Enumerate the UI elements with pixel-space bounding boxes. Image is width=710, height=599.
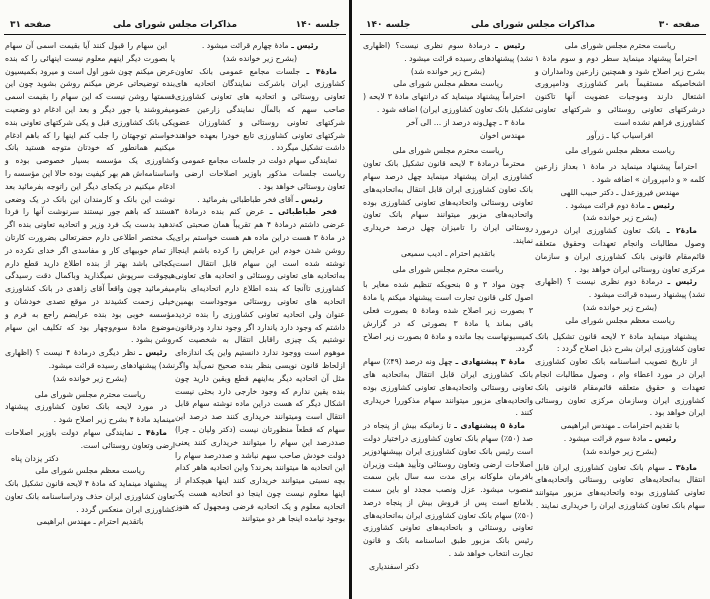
paragraph: [363, 117, 533, 130]
page-number: صفحه ۳۰: [658, 20, 700, 30]
centered-line: [5, 373, 175, 386]
speaker-or-article-label: مادهٔ۲ ـ: [666, 226, 697, 236]
body-text: این سهام را قبول کنند آیا بقیمت اسمی آن سهام یا بصورت دیگر اینهم معلوم نیست اینهائی را که بنده عرض میکنم چون شور اول است و میرود بکمیسیون بنده توضیحاتی عرض میکنم روشن بشوید چون این قسمتها روشن نیست که این سهام را بقیمت اسمی میفروشند یا جور دیگر و بعد این ادغام دو وضعیت یکی بانک کشاورزی قبل و یکی شرکتهای تعاونی بنده خواستم توجهتان را جلب کنم اینها را که باهم ادغام میکنیم همانطور که خودتان متوجه هستید بانک کشاورزی یک مؤسسه بسیار خصوصی بوده و اساسنامه‌اش هم بهر کیفیت بوده حالا این مؤسسه را ادغام میکنیم در یکجای دیگر این راتوجه بفرمائید بعد نوشت این بانک و کارمندان این بانک در یک وضعی هستند که باهم جور نیستند سرنوشت آنها را فردا ندهید بدست یک فرد وزیر و اتحادیه تعاونی بنده اگر یک مختصر اطلاعی دارم حضرتعالی بضرورت کارتان از تمام خوبیهای کار و مفاسدی اگر خدای نکرده در یکجائی باشد بهتر از بنده اطلاع دارید قطع دارم هیچوقت سرپوش نمیگذارید وباکمال دقت رسیدگی میفرمائید چون واقعاً آقای زاهدی در بانک کشاورزی خیلی زحمت کشیدند در موقع تصدی خودشان و مؤسسه خوبی بود بنده عرایضم راجع به فرم و موضوع مادهٔ سوم‌وچهار بود که تکلیف این سهام روشن بشود .: [5, 41, 175, 345]
centered-line: [535, 446, 705, 459]
speaker-or-article-label: رئیس ـ: [649, 433, 677, 443]
paragraph: [535, 225, 705, 276]
speaker-or-article-label: رئیس ـ: [291, 41, 319, 50]
paragraph: [175, 206, 345, 526]
centered-line: [363, 264, 533, 277]
running-title: مذاکرات مجلس شورای ملی: [112, 20, 238, 30]
paragraph: [363, 130, 533, 143]
paragraph: [363, 279, 533, 356]
body-text: ریاست محترم مجلس شورای ملی: [34, 389, 146, 399]
text-column-left: [5, 40, 175, 529]
centered-line: [175, 194, 345, 207]
paragraph: [363, 158, 533, 248]
body-text: ریاست معظم مجلس شورای ملی: [565, 315, 675, 325]
paragraph: [175, 66, 345, 156]
page-31: [0, 0, 350, 599]
speaker-or-article-label: مادهٔ۴ ـ: [138, 427, 167, 437]
centered-line: [535, 420, 705, 433]
body-text: پیشنهاد مینماید مادهٔ ۲ لایحه قانون تشکیل بانک تعاون کشاورزی ایران بشرح ذیل اصلاح گردد :: [535, 331, 705, 354]
centered-line: [535, 315, 705, 328]
text-column-right: [535, 40, 705, 513]
session-number: جلسه ۱۴۰: [295, 20, 340, 30]
paragraph: [5, 478, 175, 516]
paragraph: [175, 155, 345, 193]
paragraph: [363, 91, 533, 117]
body-text: درمادهٔ سوم نظری نیست؟ (اظهاری نشد) پیشنهادهای رسیده قرائت میشود .: [363, 41, 533, 63]
paragraph: [5, 347, 175, 373]
body-text: چهل ونه درصد (۴۹٪) سهام بانک کشاورزی ایران قابل انتقال به‌اتحادیه های تعاونی روستائی واتحادیه‌های تعاونی کشاورزی بوده واتحادیه‌های مزبور میتوانند سهام مذکوررا خریداری کنند .: [363, 357, 533, 418]
body-text: درمادهٔ دوم نظری نیست ؟ (اظهاری نشد) پیشنهاد رسیده قرائت میشود .: [535, 277, 705, 300]
centered-line: [535, 433, 705, 446]
paragraph: [535, 462, 705, 513]
body-text: احتراماً پیشنهاد مینماید در مادهٔ ۱ بعداز زارعین کلمه « و دامپروران » اضافه شود .: [535, 162, 705, 184]
body-text: محترماً درمادهٔ ۳ لایحه قانون تشکیل بانک تعاون کشاورزی ایران پیشنهاد مینماید چهل درصد سهام بانک تعاون کشاورزی ایران قابل انتقال به‌اتحادیه‌های تعاونی روستائی واتحادیه‌های تعاونی کشاورزی بوده واتحادیه‌های مزبور میتوانند سهام بانک تعاون روستائی ایران را تامیزان چهل درصد خریداری نمایند.: [363, 159, 533, 245]
centered-line: [363, 145, 533, 158]
running-title: مذاکرات مجلس شورای ملی: [470, 20, 596, 30]
body-text: مادهٔ دوم قرائت میشود .: [565, 200, 646, 210]
body-text: ریاست معظم مجلس شورای ملی: [565, 146, 675, 156]
body-text: آقای فخر طباطبائی بفرمائید .: [197, 194, 294, 204]
body-text: سهام بانک تعاون کشاورزی ایران قابل انتقال به‌اتحادیه‌های تعاونی روستائی واتحادیه‌های تعاونی کشاورزی بوده واتحادیه‌های مزبور میتوانند سهام بانک تعاون کشاورزی ایران را خریداری نمایند .: [535, 462, 705, 510]
body-text: از تاریخ تصویب اساسنامه بانک تعاون کشاورزی ایران در مورد اعطاء وام ، وصول مطالبات انجام تعهدات و حقوق متعلقه قائم‌مقام قانونی بانک کشاورزی ایران وسازمان مرکزی تعاون روستائی ایران خواهد بود .: [535, 357, 705, 418]
paragraph: [535, 53, 705, 130]
body-text: مادهٔ سوم قرائت میشود .: [563, 433, 647, 443]
centered-line: [5, 389, 175, 402]
centered-line: [535, 200, 705, 213]
centered-line: [535, 40, 705, 53]
centered-line: [5, 516, 175, 529]
signature: [5, 453, 175, 466]
body-text: مهندس فیروزعدل ـ دکتر حبیب اللهی: [560, 187, 680, 197]
body-text: ریاست معظم مجلس شورای ملی: [393, 79, 503, 89]
session-number: جلسه ۱۴۰: [366, 20, 411, 30]
speaker-or-article-label: رئیس ـ: [495, 41, 526, 50]
page-number: صفحه ۳۱: [10, 20, 52, 30]
page-30: [356, 0, 710, 599]
centered-line: [175, 40, 345, 53]
body-text: مادهٔ چهارم قرائت میشود .: [201, 41, 289, 50]
body-text: (بشرح زیر خوانده شد): [582, 213, 658, 223]
body-text: (بشرح زیر خوانده شد): [222, 53, 298, 63]
paragraph: [363, 40, 533, 66]
paragraph: [5, 427, 175, 453]
body-text: ریاست محترم مجلس شورای ملی: [392, 146, 504, 156]
body-text: افراسیاب کیا ـ زرآور: [586, 130, 654, 140]
body-text: چون مواد ۳ و ۵ بنحویکه تنظیم شده مغایر با اصول کلی قانون تجارت است پیشنهاد میکنم یا مادهٔ ۳ بصورت زیر اصلاح شده ومادهٔ ۵ بصورت فعلی باقی بماند یا مادهٔ ۳ بصورتی که در گزارش کمیسیونهاست بجا مانده و مادهٔ ۵ بصورت زیر اصلاح گردد.: [363, 280, 534, 354]
speaker-or-article-label: مادهٔ ۵ پیشنهادی ـ: [454, 421, 525, 431]
body-text: بانک تعاون کشاورزی ایران درمورد وصول مطالبات وانجام تعهدات وحقوق متعلقه قائم‌مقام قانونی بانک کشاورزی ایران و سازمان مرکزی تعاون روستائی ایران خواهد بود .: [535, 226, 705, 274]
speaker-or-article-label: مادهٔ ۳ پیشنهادی ـ: [455, 357, 525, 367]
text-column-left: [363, 40, 533, 574]
body-text: مادهٔ ۳ ـ چهل‌ونه درصد از ... الی آخر: [406, 117, 525, 127]
body-text: ریاست محترم مجلس شورای ملی: [564, 41, 676, 50]
speaker-or-article-label: رئیس ـ: [138, 348, 168, 358]
centered-line: [535, 212, 705, 225]
paragraph: [5, 40, 175, 347]
paragraph: [5, 401, 175, 427]
body-text: نظر دیگری درمادهٔ ۴ نیست ؟ (اظهاری نشد) پیشنهادهای رسیده قرائت میشود.: [5, 348, 175, 370]
body-text: باتقدیم احترام ـ مهندس ابراهیمی: [36, 517, 144, 527]
body-text: (بشرح زیر خوانده شد): [52, 373, 128, 383]
paragraph: [535, 276, 705, 302]
paragraph: [535, 331, 705, 357]
speaker-or-article-label: مادهٔ۴ ـ: [306, 66, 337, 76]
centered-line: [535, 187, 705, 200]
body-text: نمایندگی سهام دولت در جلسات مجامع عمومی و ریاست جلسات مذکور باوزیر اصلاحات ارضی و تعاون روستائی خواهد بود .: [175, 156, 345, 191]
centered-line: [175, 53, 345, 66]
paragraph: [363, 356, 533, 420]
body-text: پیشنهاد مینماید که مادهٔ ۴ لایحه قانون تشکیل بانک تعاون کشاورزی ایران حذف ودراساسنامه بانک تعاون کشاورزی ایران منعکس گردد .: [5, 479, 175, 514]
paragraph: [535, 356, 705, 420]
body-text: (بشرح زیر خوانده شد): [582, 302, 658, 312]
body-text: با تقدیم احترامات ـ مهندس ابراهیمی: [560, 421, 680, 431]
text-column-right: [175, 40, 345, 526]
paragraph: [535, 161, 705, 187]
speaker-or-article-label: مادهٔ۳ ـ: [668, 462, 697, 472]
paragraph: [363, 420, 533, 561]
body-text: دکتر یزدان پناه: [11, 453, 59, 463]
page-gutter-divider: [349, 0, 352, 599]
centered-line: [363, 248, 533, 261]
body-text: (بشرح زیر خوانده شد): [410, 66, 486, 76]
centered-line: [535, 130, 705, 143]
body-text: ریاست معظم مجلس شورای ملی: [35, 466, 145, 476]
page-header: [360, 18, 706, 35]
page-header: [4, 18, 346, 35]
centered-line: [535, 145, 705, 158]
body-text: تا زمانیکه بیش از پنجاه در صد (۵۰٪) سهام بانک تعاون کشاورزی دراختیار دولت است رئیس بانک تعاون کشاورزی ایران بپیشنهادوزیر اصلاحات ارضی وتعاون روستائی وتأیید هیئت وزیران بافرمان ملوکانه برای مدت سه سال باین سمت منصوب میشود. عزل ونصب مجدد او باین سمت بلامانع است پس از فروش بیش از پنجاه درصد (۵۰٪) سهام بانک تعاون کشاورزی ایران به‌اتحادیه‌های تعاونی روستائی و باتحادیه‌های تعاونی کشاورزی رئیس بانک مزبور طبق اساسنامه بانک و قانون تجارت انتخاب خواهد شد .: [363, 421, 534, 559]
body-text: در مورد لایحه بانک تعاون کشاورزی پیشنهاد مینماید مادهٔ ۴ بشرح زیر اصلاح شود .: [5, 402, 175, 425]
centered-line: [535, 302, 705, 315]
body-text: (بشرح زیر خوانده شد): [582, 446, 658, 456]
body-text: جلسات مجامع عمومی بانک تعاون کشاورزی ایران باشرکت نمایندگان اتحادیه های تعاونی روستائی و اتحادیه های تعاونی کشاورزی صاحب سهم که بالمآل نمایندگی زارعین عضو شرکتهای تعاونی روستائی و کشاورزان عضو شرکتهای تعاونی کشاورزی تابع خودرا بعهده خواهند داشت تشکیل میگردد .: [175, 66, 345, 153]
body-text: ریاست محترم مجلس شورای ملی: [392, 264, 504, 274]
body-text: نمایندگی سهام دولت باوزیر اصلاحات ارضی وتعاون روستائی است.: [5, 427, 175, 450]
speaker-or-article-label: رئیس ـ: [295, 194, 323, 204]
body-text: دکتر اسفندیاری: [369, 561, 419, 571]
body-text: احتراماً پیشنهاد مینماید که درانتهای مادهٔ ۳ لایحه ( تشکیل بانک تعاون کشاورزی ایران) اضافه شود .: [363, 92, 533, 114]
speaker-or-article-label: رئیس ـ: [647, 200, 675, 210]
centered-line: [363, 78, 533, 91]
body-text: مهندس اخوان: [479, 130, 525, 140]
body-text: احتراماً پیشنهاد مینماید سطر دوم و سوم مادهٔ ۱ بشرح زیر اصلاح شود و همچنین زارعین ودامداران و اشخاصیکه مستقیماً بامر کشاورزی ودامپروری اشتغال دارند وموجبات عضویت آنها تاکنون درشرکتهای تعاونی روستائی و شرکتهای تعاونی کشاورزی فراهم نشده است: [535, 53, 705, 127]
centered-line: [5, 465, 175, 478]
speaker-or-article-label: فخر طباطبائی ـ: [269, 207, 337, 217]
body-text: عرض کنم بنده درمادهٔ ۳ عرضی داشتم درمادهٔ ۴ هم تقریباً همان صحبتی که در مادهٔ ۳ هست دراین ماده هم هست خواستم برای روشن شدن خودم این عرایض را کرده باشم اینجا نوشته شده است این سهام قابل انتقال است به‌اتحادیه های تعاونی روستائی و اتحادیه های تعاونی کشاورزی تاآنجا که بنده اطلاع دارم اتحادیه‌ای بنام اتحادیه های تعاونی روستائی موجوداست بهمین عنوان ولی اتحادیه تعاونی کشاورزی را بنده تردید داشتم که وجود دارد یاندارد اگر وجود ندارد ودرقانون نوشتیم یک چیزی راقابل انتقال به شخصیت که موهوم است ووجود ندارد دانستیم واین یک اندازه‌ای ازلحاظ قانون نویسی بنظر بنده صحیح نمی‌آید واگر مثل آن اتحادیه دیگر به‌اینهم قطع ویقین دارید چون بنده یقین ندارم که وجود خارجی دارد بحثی نیست اشکال دیگر که هست دراین ماده نوشته سهام قابل انتقال است ومیتوانند خریداری کنند صد درصد این سهام که قطعاً منظورتان نیست (دکتر ولیان ـ چرا) صددرصد این سهام را میتوانند خریداری کنند یعنی دولت خودش صاحب سهم نباشد و صددرصد سهام را این اتحادیه ها میتوانند بخرند؟ واین اتحادیه هاهر کدام بچه نسبتی میتوانند خریداری کنند اینها هیچکدام از اینها معلوم نیست چون اینجا دو اتحادیه هست یک اتحادیه معلوم و یک اتحادیه فرضی ومجهول که هنوز بوجود نیامده اینجا هر دو میتوانند: [175, 207, 345, 524]
speaker-or-article-label: رئیس ـ: [667, 277, 697, 287]
body-text: باتقدیم احترام ـ ادیب سمیعی: [400, 248, 496, 258]
centered-line: [363, 66, 533, 79]
signature: [363, 561, 533, 574]
